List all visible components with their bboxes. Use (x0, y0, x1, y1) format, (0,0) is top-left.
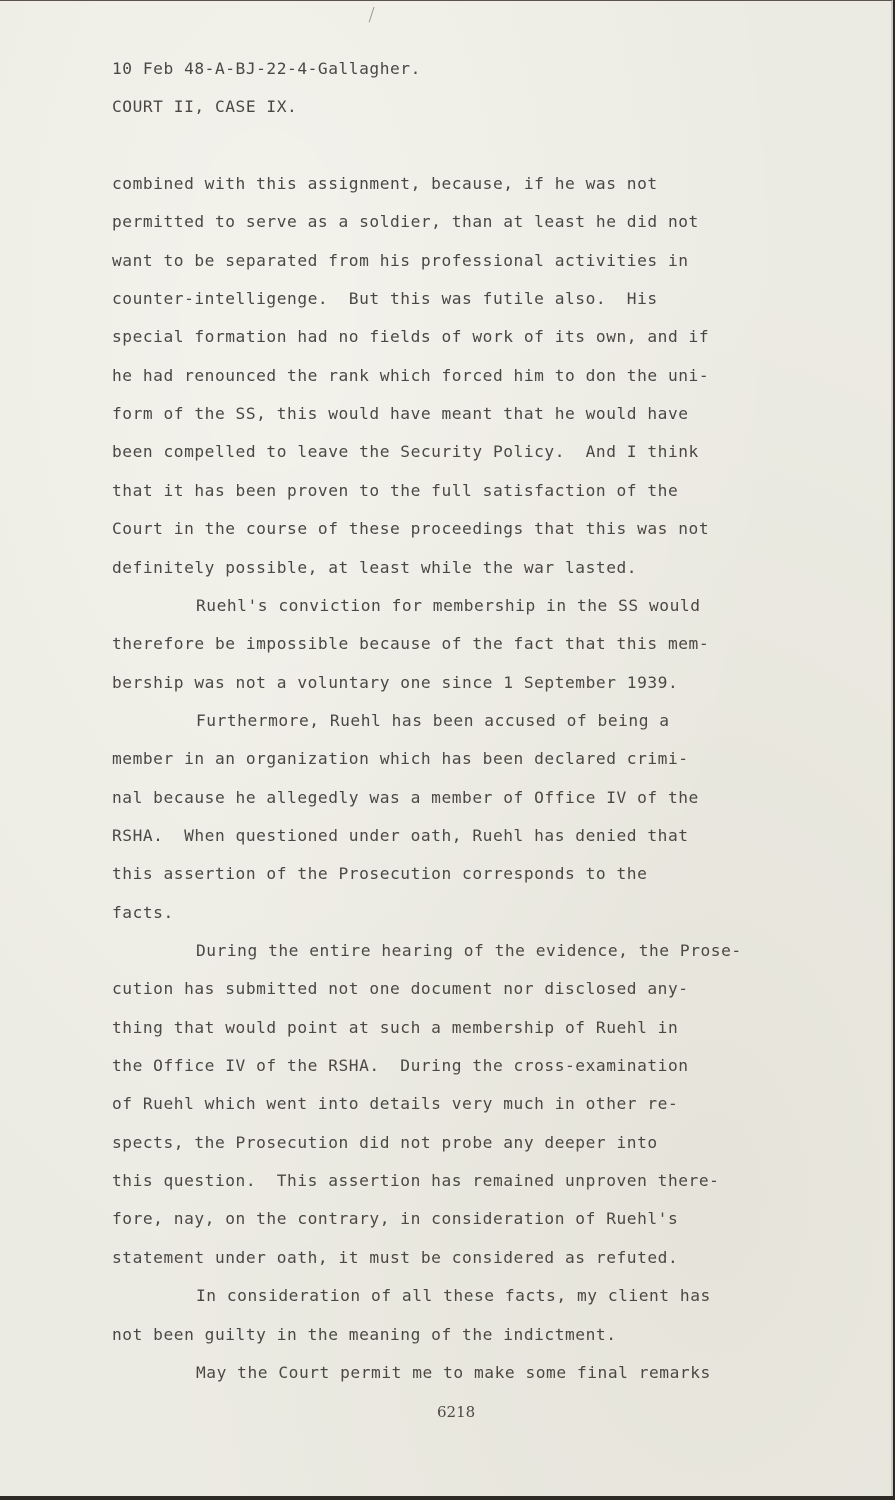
text-line: fore, nay, on the contrary, in consideration of Ruehl's (112, 1209, 679, 1229)
text-line: Furthermore, Ruehl has been accused of being a (196, 710, 670, 730)
text-line: Ruehl's conviction for membership in the SS would (196, 595, 701, 615)
text-line: permitted to serve as a soldier, than at least he did not (112, 212, 699, 232)
text-line: cution has submitted not one document nor disclosed any- (112, 979, 689, 999)
text-line: definitely possible, at least while the war lasted. (112, 557, 638, 577)
pencil-mark (369, 7, 377, 23)
text-line: of Ruehl which went into details very much in other re- (112, 1094, 679, 1114)
text-line: nal because he allegedly was a member of Office IV of the (112, 787, 699, 807)
text-line: counter-intelligenge. But this was futile also. His (112, 289, 658, 309)
text-line: thing that would point at such a membership of Ruehl in (112, 1017, 679, 1037)
text-line: bership was not a voluntary one since 1 September 1939. (112, 672, 679, 692)
text-line: spects, the Prosecution did not probe any deeper into (112, 1132, 658, 1152)
text-line: special formation had no fields of work of its own, and if (112, 327, 710, 347)
text-line: this assertion of the Prosecution corresponds to the (112, 864, 648, 884)
text-line: not been guilty in the meaning of the indictment. (112, 1324, 617, 1344)
text-line: that it has been proven to the full satisfaction of the (112, 480, 679, 500)
text-line: During the entire hearing of the evidence, the Prose- (196, 941, 742, 960)
text-line: statement under oath, it must be considered as refuted. (112, 1247, 679, 1267)
text-line: he had renounced the rank which forced him to don the uni- (112, 365, 710, 385)
document-reference: 10 Feb 48-A-BJ-22-4-Gallagher. (112, 59, 421, 78)
text-line: May the Court permit me to make some final remarks (196, 1362, 711, 1382)
court-case-heading: COURT II, CASE IX. (112, 97, 298, 116)
text-line: therefore be impossible because of the fact that this mem- (112, 634, 710, 654)
page-number: 6218 (437, 1403, 476, 1421)
text-line: form of the SS, this would have meant that he would have (112, 404, 689, 424)
text-line: Court in the course of these proceedings that this was not (112, 519, 710, 539)
text-line: this question. This assertion has remained unproven there- (112, 1171, 720, 1191)
text-line: In consideration of all these facts, my client has (196, 1286, 711, 1306)
text-line: combined with this assignment, because, if he was not (112, 174, 658, 193)
text-line: the Office IV of the RSHA. During the cross-examination (112, 1056, 689, 1076)
text-line: facts. (112, 902, 174, 922)
text-line: been compelled to leave the Security Policy. And I think (112, 442, 699, 462)
text-line: member in an organization which has been declared crimi- (112, 749, 689, 769)
text-line: RSHA. When questioned under oath, Ruehl has denied that (112, 825, 689, 845)
text-line: want to be separated from his professional activities in (112, 250, 689, 270)
